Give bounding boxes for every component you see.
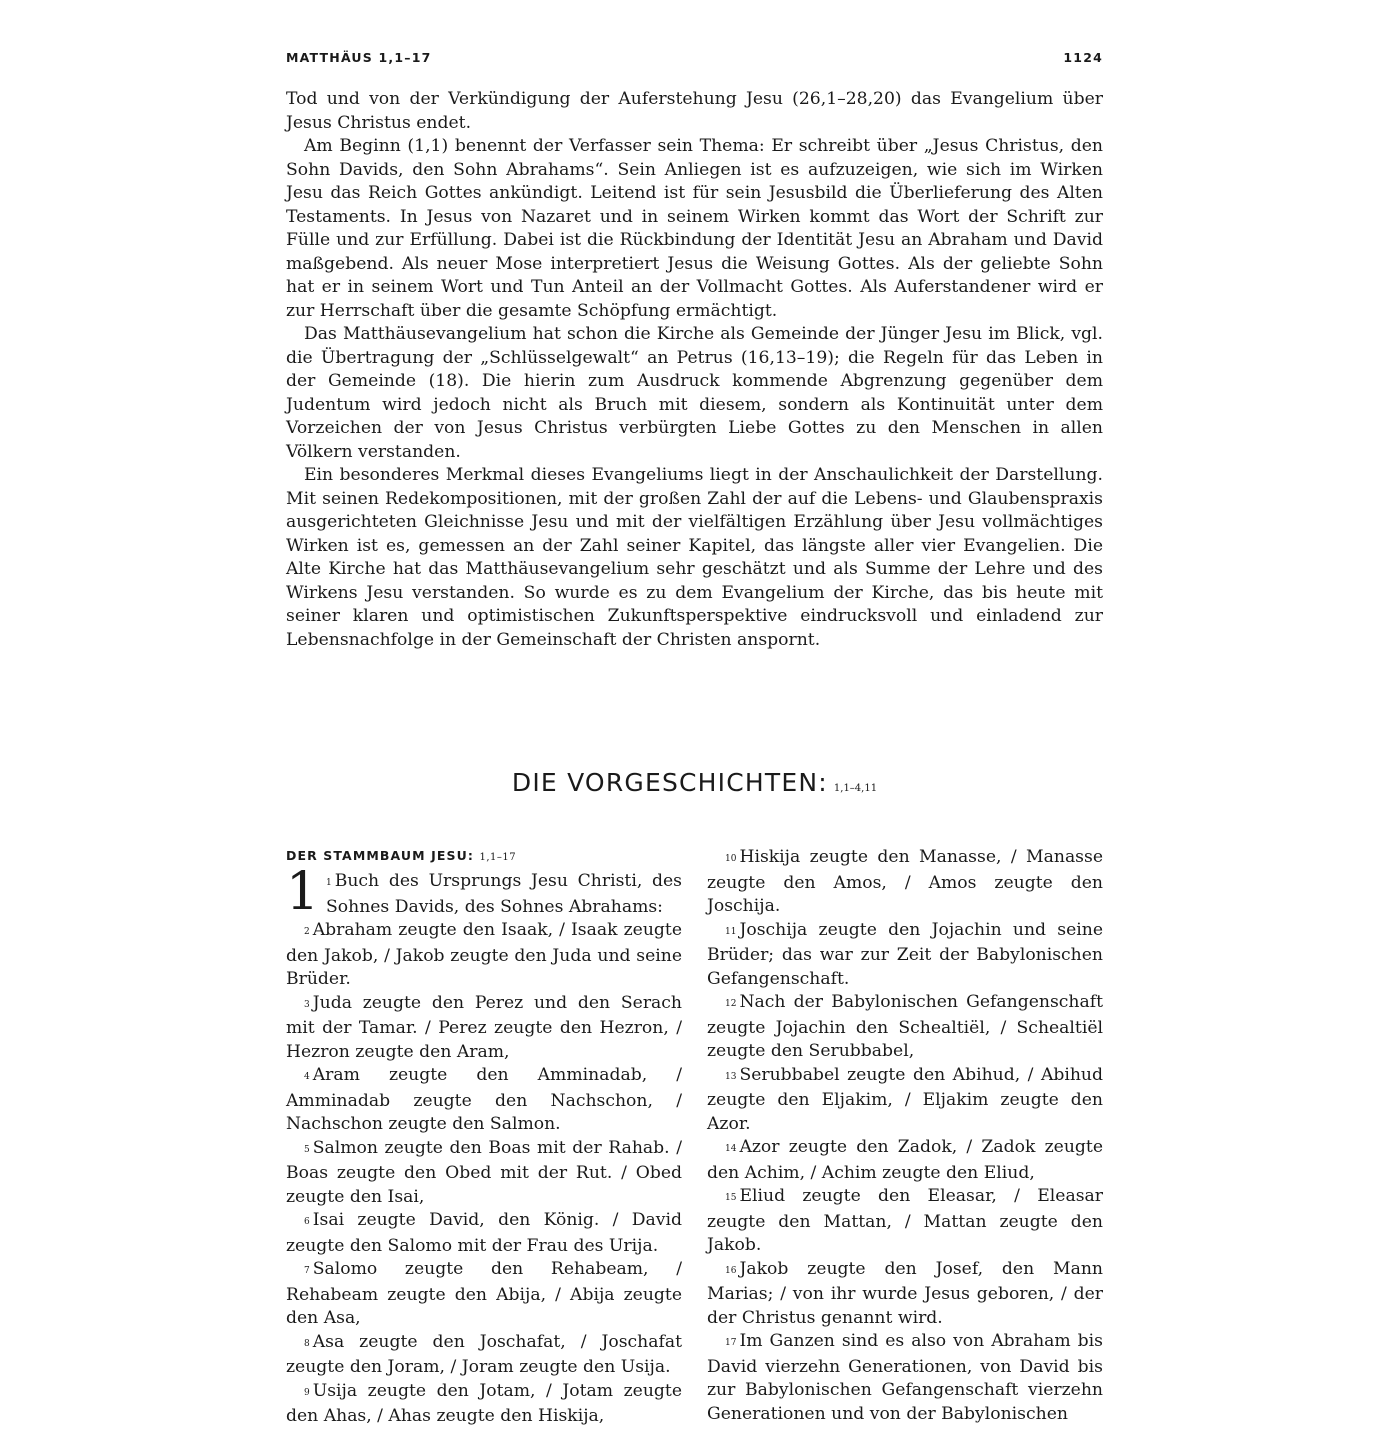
verse-number: 6 — [304, 1217, 310, 1227]
verse — [286, 1258, 682, 1331]
verse-text: Nach der Babylonischen Gefangenschaft zeugte Jojachin den Schealtiël, / Schealtiël zeugte den Serubbabel, — [707, 992, 1103, 1061]
verse-number: 9 — [304, 1387, 310, 1398]
verse-text: Eliud zeugte den Eleasar, / Eleasar zeugte den Mattan, / Mattan zeugte den Jakob. — [707, 1186, 1103, 1255]
intro-paragraph: Am Beginn (1,1) benennt der Verfasser sein Thema: Er schreibt über „Jesus Christus, den Sohn Davids, den Sohn Abrahams“. Sein Anliegen ist es aufzuzeigen, wie sich im Wirken Jesu das Reich Gottes ankündigt. Leitend ist für sein Jesusbild die Überlieferung des Alten Testaments. In Jesus von Nazaret und in seinem Wirken kommt das Wort der Schrift zur Fülle und zur Erfüllung. Dabei ist die Rückbindung der Identität Jesu an Abraham und David maßgebend. Als neuer Mose interpretiert Jesus die Weisung Gottes. Als der geliebte Sohn hat er in seinem Wort und Tun Anteil an der Vollmacht Gottes. Als Auferstandener wird er zur Herrschaft über die gesamte Schöpfung ermächtigt. — [286, 136, 1103, 321]
verse-number: 3 — [304, 999, 310, 1010]
verse-text: Juda zeugte den Perez und den Serach mit der Tamar. / Perez zeugte den Hezron, / Hezron zeugte den Aram, — [286, 992, 682, 1062]
verse-number: 5 — [304, 1144, 310, 1155]
verse-number: 17 — [725, 1338, 737, 1348]
pericope-title: DER STAMMBAUM JESU: — [286, 848, 475, 863]
verse — [286, 1137, 682, 1210]
verse — [707, 991, 1103, 1064]
introduction-text — [286, 88, 1103, 652]
verse-number: 10 — [725, 854, 737, 864]
verse-text: Buch des Ursprungs Jesu Christi, des Sohnes Davids, des Sohnes Abrahams: — [326, 871, 682, 917]
section-title-text: DIE VORGESCHICHTEN: — [511, 768, 828, 797]
verse-text: Im Ganzen sind es also von Abraham bis David vierzehn Generationen, von David bis zur Babylonischen Gefangenschaft vierzehn Generationen und von der Babylonischen — [707, 1331, 1103, 1424]
verse-text: Joschija zeugte den Jojachin und seine Brüder; das war zur Zeit der Babylonischen Gefangenschaft. — [707, 919, 1103, 989]
verse — [286, 919, 682, 992]
verse-text: Azor zeugte den Zadok, / Zadok zeugte den Achim, / Achim zeugte den Eliud, — [707, 1137, 1103, 1183]
intro-paragraph: Ein besonderes Merkmal dieses Evangeliums liegt in der Anschaulichkeit der Darstellung. Mit seinen Redekompositionen, mit der großen Zahl der auf die Lebens- und Glaubenspraxis ausgerichteten Gleichnisse Jesu und mit der vielfältigen Erzählung über Jesu vollmächtiges Wirken ist es, gemessen an der Zahl seiner Kapitel, das längste aller vier Evangelien. Die Alte Kirche hat das Matthäusevangelium sehr geschätzt und als Summe der Lehre und des Wirkens Jesu verstanden. So wurde es zu dem Evangelium der Kirche, das bis heute mit seiner klaren und optimistischen Zukunftsperspektive eindrucksvoll und einladend zur Lebensnachfolge in der Gemeinschaft der Christen anspornt. — [286, 465, 1103, 650]
section-title — [286, 768, 1103, 797]
verse-number: 15 — [725, 1193, 737, 1203]
verse — [707, 1064, 1103, 1137]
verse-number: 2 — [304, 927, 310, 937]
verse-number: 8 — [304, 1338, 310, 1349]
chapter-number: 1 — [286, 862, 320, 922]
verse-text: Salomo zeugte den Rehabeam, / Rehabeam zeugte den Abija, / Abija zeugte den Asa, — [286, 1259, 682, 1328]
verse-number: 7 — [304, 1266, 310, 1276]
verse-text: Hiskija zeugte den Manasse, / Manasse zeugte den Amos, / Amos zeugte den Joschija. — [707, 847, 1103, 916]
verse-number: 16 — [725, 1265, 737, 1276]
verse — [286, 1380, 682, 1429]
intro-paragraph: Das Matthäusevangelium hat schon die Kirche als Gemeinde der Jünger Jesu im Blick, vgl. die Übertragung der „Schlüsselgewalt“ an Petrus (16,13–19); die Regeln für das Leben in der Gemeinde (18). Die hierin zum Ausdruck kommende Abgrenzung gegenüber dem Judentum wird jedoch nicht als Bruch mit diesem, sondern als Kontinuität unter dem Vorzeichen der von Jesus Christus verbürgten Liebe Gottes zu den Menschen in allen Völkern verstanden. — [286, 324, 1103, 462]
running-head-reference: MATTHÄUS 1,1–17 — [286, 50, 432, 65]
verse-text: Aram zeugte den Amminadab, / Amminadab zeugte den Nachschon, / Nachschon zeugte den Salmon. — [286, 1065, 682, 1134]
verse — [707, 919, 1103, 992]
verse-text: Jakob zeugte den Josef, den Mann Marias; / von ihr wurde Jesus geboren, / der der Christus genannt wird. — [707, 1258, 1103, 1328]
verse-number: 1 — [326, 878, 332, 888]
verse — [326, 870, 682, 919]
section-title-reference: 1,1–4,11 — [833, 783, 878, 794]
verse-text: Salmon zeugte den Boas mit der Rahab. / Boas zeugte den Obed mit der Rut. / Obed zeugte den Isai, — [286, 1137, 682, 1207]
verse — [707, 1185, 1103, 1258]
text-column-right — [707, 846, 1103, 1426]
verse — [707, 846, 1103, 919]
page-number: 1124 — [1063, 50, 1103, 65]
verse-number: 13 — [725, 1071, 737, 1082]
verse — [707, 1330, 1103, 1426]
verse-number: 14 — [725, 1144, 737, 1154]
verse-text: Isai zeugte David, den König. / David zeugte den Salomo mit der Frau des Urija. — [286, 1210, 682, 1256]
verse — [707, 1136, 1103, 1185]
running-head — [286, 50, 1103, 70]
verse — [707, 1258, 1103, 1331]
verse-text: Serubbabel zeugte den Abihud, / Abihud zeugte den Eljakim, / Eljakim zeugte den Azor. — [707, 1064, 1103, 1134]
verse-number: 4 — [304, 1072, 310, 1082]
verse-number: 11 — [725, 926, 737, 937]
verse — [286, 1331, 682, 1380]
verse-number: 12 — [725, 999, 737, 1009]
verse — [286, 1209, 682, 1258]
pericope-heading — [286, 846, 682, 868]
chapter-start — [286, 862, 682, 922]
verse — [286, 1064, 682, 1137]
book-page — [286, 50, 1103, 1426]
verse-text: Usija zeugte den Jotam, / Jotam zeugte den Ahas, / Ahas zeugte den Hiskija, — [286, 1380, 682, 1426]
text-column-left — [286, 846, 682, 1429]
verse — [286, 992, 682, 1065]
pericope-reference: 1,1–17 — [479, 852, 517, 863]
verse-text: Asa zeugte den Joschafat, / Joschafat zeugte den Joram, / Joram zeugte den Usija. — [286, 1331, 682, 1377]
verse-text: Abraham zeugte den Isaak, / Isaak zeugte den Jakob, / Jakob zeugte den Juda und seine Brüder. — [286, 920, 682, 989]
intro-paragraph: Tod und von der Verkündigung der Auferstehung Jesu (26,1–28,20) das Evangelium über Jesus Christus endet. — [286, 89, 1103, 133]
